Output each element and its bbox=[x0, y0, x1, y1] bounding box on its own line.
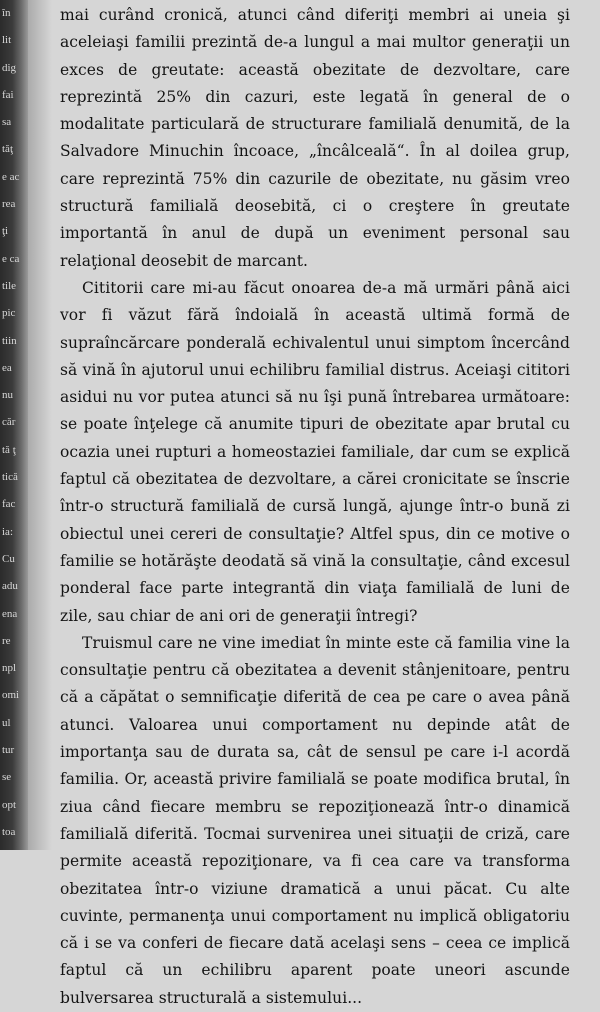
facing-page-fragment: tur bbox=[2, 744, 15, 757]
facing-page-text-fragments bbox=[2, 0, 26, 846]
facing-page-fragment: adu bbox=[2, 580, 18, 593]
book-spine-gutter bbox=[0, 0, 28, 850]
facing-page-fragment: tile bbox=[2, 279, 17, 292]
facing-page-fragment: Cu bbox=[2, 552, 15, 565]
facing-page-fragment: re bbox=[2, 634, 11, 647]
facing-page-fragment: tiin bbox=[2, 334, 17, 347]
facing-page-fragment: sa bbox=[2, 116, 12, 129]
facing-page-fragment: ia: bbox=[2, 525, 13, 538]
facing-page-fragment: ţi bbox=[2, 225, 9, 238]
facing-page-fragment: e ca bbox=[2, 252, 20, 265]
page-fold-shadow bbox=[28, 0, 52, 850]
facing-page-fragment: tică bbox=[2, 471, 18, 484]
facing-page-fragment: tă ţ bbox=[2, 443, 16, 456]
facing-page-fragment: căr bbox=[2, 416, 16, 429]
facing-page-fragment: lit bbox=[2, 34, 12, 47]
facing-page-fragment: nu bbox=[2, 389, 13, 402]
facing-page-fragment: toa bbox=[2, 825, 16, 838]
facing-page-fragment: e ac bbox=[2, 170, 20, 183]
facing-page-fragment: rea bbox=[2, 198, 16, 211]
facing-page-fragment: se bbox=[2, 771, 12, 784]
facing-page-fragment: pic bbox=[2, 307, 16, 320]
facing-page-fragment: opt bbox=[2, 798, 17, 811]
facing-page-fragment: ul bbox=[2, 716, 11, 729]
facing-page-fragment: fai bbox=[2, 88, 14, 101]
paragraph-2: Cititorii care mi-au făcut onoarea de-a mă urmări până aici vor fi văzut fără îndoială în această ultimă formă de supraîncărcare ponderală echivalentul unui simptom încercând să vină în ajutorul unui echilibru familial distrus. Aceiaşi cititori asidui nu vor putea atunci să nu îşi pună întrebarea următoare: se poate înţelege că anumite tipuri de obezitate apar brutal cu ocazia unei rupturi a homeostaziei familiale, dar cum se explică faptul că obezitatea de dezvoltare, a cărei cronicitate se înscrie într-o structură familială de cursă lungă, ajunge într-o bună zi obiectul unei cereri de consultaţie? Altfel spus, din ce motive o familie se hotărăşte deodată să vină la consultaţie, când excesul ponderal face parte integrantă din viaţa familială de luni de zile, sau chiar de ani ori de generaţii întregi? bbox=[60, 278, 570, 625]
book-page-body bbox=[60, 2, 570, 1012]
facing-page-fragment: npl bbox=[2, 662, 17, 675]
facing-page-fragment: în bbox=[2, 7, 11, 19]
facing-page-fragment: ena bbox=[2, 607, 18, 620]
facing-page-fragment: ea bbox=[2, 361, 12, 374]
paragraph-1: mai curând cronică, atunci când diferiţi membri ai uneia şi aceleiaşi familii prezintă de-a lungul a mai multor generaţii un exces de greutate: această obezitate de dezvoltare, care reprezintă 25% din cazuri, este legată în general de o modalitate particulară de structurare familială denumită, de la Salvadore Minuchin încoace, „încâlceală“. În al doilea grup, care reprezintă 75% din cazurile de obezitate, nu găsim vreo structură familială deosebită, ci o creştere în greutate importantă în anul de după un eveniment personal sau relaţional deosebit de marcant. bbox=[60, 6, 570, 270]
facing-page-fragment: tăţ bbox=[2, 143, 13, 156]
facing-page-fragment: dig bbox=[2, 61, 17, 74]
paragraph-3: Truismul care ne vine imediat în minte este că familia vine la consultaţie pentru că obezitatea a devenit stânjenitoare, pentru că a căpătat o semnificaţie diferită de cea pe care o avea până atunci. Valoarea unui comportament nu depinde atât de importanţa sau de durata sa, cât de sensul pe care i-l acordă familia. Or, această privire familială se poate modifica brutal, în ziua când fiecare membru se repoziţionează într-o dinamică familială diferită. Tocmai survenirea unei situaţii de criză, care permite această repoziţionare, va fi cea care va transforma obezitatea într-o viziune dramatică a unui păcat. Cu alte cuvinte, permanenţa unui comportament nu implică obligatoriu că i se va conferi de fiecare dată acelaşi sens – ceea ce implică faptul că un echilibru aparent poate uneori ascunde bulversarea structurală a sistemului... bbox=[60, 633, 570, 1007]
facing-page-fragment: omi bbox=[2, 689, 20, 702]
facing-page-fragment: fac bbox=[2, 498, 16, 511]
